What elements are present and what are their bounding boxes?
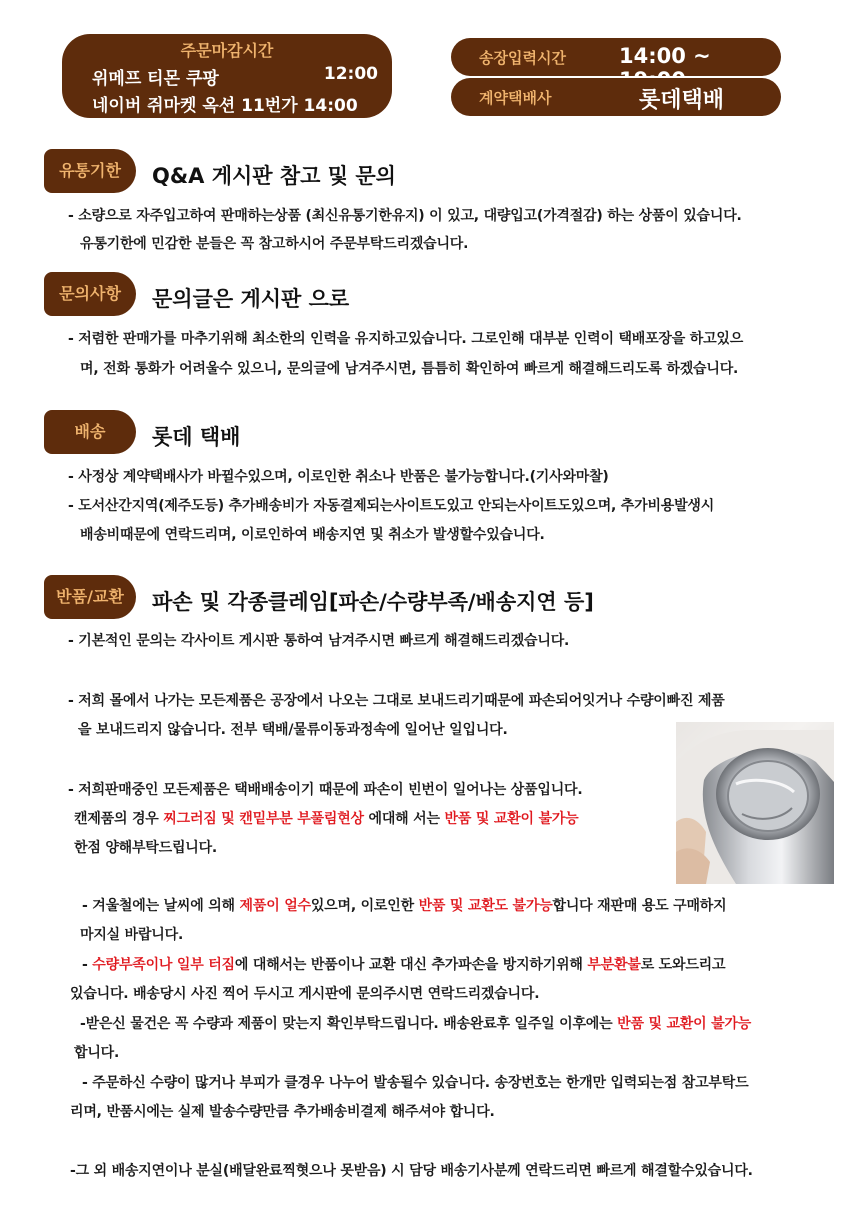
returns-p4-line-2: 마지실 바랍니다.: [80, 927, 184, 943]
returns-heading: 파손 및 각종클레임[파손/수량부족/배송지연 등]: [152, 590, 594, 614]
inquiry-line-1: - 저렴한 판매가를 마추기위해 최소한의 인력을 유지하고있습니다. 그로인해 대부분 인력이 택배포장을 하고있으: [68, 331, 744, 347]
returns-tag: 반품/교환: [44, 575, 136, 619]
returns-p5-text-b: 에 대해서는 반품이나 교환 대신 추가파손을 방지하기위해: [234, 957, 588, 973]
returns-p4-text-c: 합니다 재판매 용도 구매하지: [552, 898, 727, 914]
returns-p5-red-2: 부분환불: [587, 957, 641, 973]
returns-p6-red: 반품 및 교환이 불가능: [617, 1016, 752, 1032]
delivery-tag: 배송: [44, 410, 136, 454]
returns-p7-line-1: - 주문하신 수량이 많거나 부피가 클경우 나누어 발송될수 있습니다. 송장번호는 한개만 입력되는점 참고부탁드: [82, 1075, 749, 1091]
can-illustration: [676, 722, 834, 884]
deadline-row-2: 네이버 쥐마켓 옥션 11번가 14:00: [92, 96, 358, 116]
returns-p4-red-2: 반품 및 교환도 불가능: [418, 898, 553, 914]
deadline-row-1-label: 위메프 티몬 쿠팡: [92, 69, 219, 89]
inquiry-line-2: 며, 전화 통화가 어려울수 있으니, 문의글에 남겨주시면, 틈틈히 확인하여 빠르게 해결해드리도록 하겠습니다.: [80, 361, 739, 377]
returns-p5-red-1: 수량부족이나 일부 터짐: [92, 957, 235, 973]
deadline-row-1: [92, 64, 378, 89]
invoice-time-label: 송장입력시간: [479, 49, 566, 67]
dented-can-photo: [676, 722, 834, 884]
returns-p3-line-2: [74, 808, 578, 828]
returns-p3-red-2: 반품 및 교환이 불가능: [444, 811, 579, 827]
returns-p3-red-1: 찌그러짐 및 캔밑부분 부풀림현상: [163, 811, 364, 827]
inquiry-heading: 문의글은 게시판 으로: [152, 287, 350, 311]
inquiry-tag: 문의사항: [44, 272, 136, 316]
returns-p4-line-1: [82, 895, 726, 915]
returns-p8: -그 외 배송지연이나 분실(배달완료찍혓으나 못받음) 시 담당 배송기사분께 연락드리면 빠르게 해결할수있습니다.: [70, 1163, 753, 1179]
returns-p1: - 기본적인 문의는 각사이트 게시판 통하여 남겨주시면 빠르게 해결해드리겠습니다.: [68, 633, 570, 649]
returns-p5-text-a: -: [82, 957, 93, 973]
returns-p3-line-1: - 저희판매중인 모든제품은 택배배송이기 때문에 파손이 빈번이 일어나는 상품입니다.: [68, 782, 583, 798]
delivery-heading: 롯데 택배: [152, 425, 241, 449]
returns-p7-line-2: 리며, 반품시에는 실제 발송수량만큼 추가배송비결제 해주셔야 합니다.: [70, 1104, 495, 1120]
returns-p3-text-b: 에대해 서는: [363, 811, 445, 827]
expiry-heading: Q&A 게시판 참고 및 문의: [152, 164, 396, 188]
returns-p4-text-b: 있으며, 이로인한: [310, 898, 419, 914]
returns-p6-line-1: [80, 1013, 751, 1033]
delivery-line-3: 배송비때문에 연락드리며, 이로인하여 배송지연 및 취소가 발생할수있습니다.: [80, 527, 545, 543]
returns-p5-text-c: 로 도와드리고: [640, 957, 726, 973]
order-deadline-title: 주문마감시간: [180, 41, 274, 60]
delivery-line-2: - 도서산간지역(제주도등) 추가배송비가 자동결제되는사이트도있고 안되는사이트도있으며, 추가비용발생시: [68, 498, 715, 514]
delivery-line-1: - 사정상 계약택배사가 바뀔수있으며, 이로인한 취소나 반품은 불가능합니다.(기사와마찰): [68, 469, 609, 485]
returns-p6-text-a: -받은신 물건은 꼭 수량과 제품이 맞는지 확인부탁드립니다. 배송완료후 일주일 이후에는: [80, 1016, 618, 1032]
carrier-label: 계약택배사: [479, 89, 552, 107]
returns-p5-line-1: [82, 954, 725, 974]
returns-p2-line-1: - 저희 몰에서 나가는 모든제품은 공장에서 나오는 그대로 보내드리기때문에 파손되어잇거나 수량이빠진 제품: [68, 693, 725, 709]
expiry-line-2: 유통기한에 민감한 분들은 꼭 참고하시어 주문부탁드리겠습니다.: [80, 236, 469, 252]
returns-p3-text-a: 캔제품의 경우: [74, 811, 164, 827]
returns-p6-line-2: 합니다.: [74, 1045, 120, 1061]
returns-p3-line-3: 한점 양해부탁드립니다.: [74, 840, 218, 856]
carrier-value: 롯데택배: [639, 88, 725, 113]
returns-p5-line-2: 있습니다. 배송당시 사진 찍어 두시고 게시판에 문의주시면 연락드리겠습니다.: [70, 986, 540, 1002]
returns-p4-red-1: 제품이 얼수: [239, 898, 311, 914]
returns-p2-line-2: 을 보내드리지 않습니다. 전부 택배/물류이동과정속에 일어난 일입니다.: [78, 722, 508, 738]
expiry-line-1: - 소량으로 자주입고하여 판매하는상품 (최신유통기한유지) 이 있고, 대량입고(가격절감) 하는 상품이 있습니다.: [68, 208, 742, 224]
invoice-time-box: [451, 38, 781, 76]
carrier-box: [451, 78, 781, 116]
returns-p4-text-a: - 겨울철에는 날씨에 의해: [82, 898, 240, 914]
expiry-tag: 유통기한: [44, 149, 136, 193]
order-deadline-box: [62, 34, 392, 118]
invoice-time-value: 14:00 ~: [619, 44, 711, 68]
deadline-row-1-time: 12:00: [323, 64, 378, 84]
